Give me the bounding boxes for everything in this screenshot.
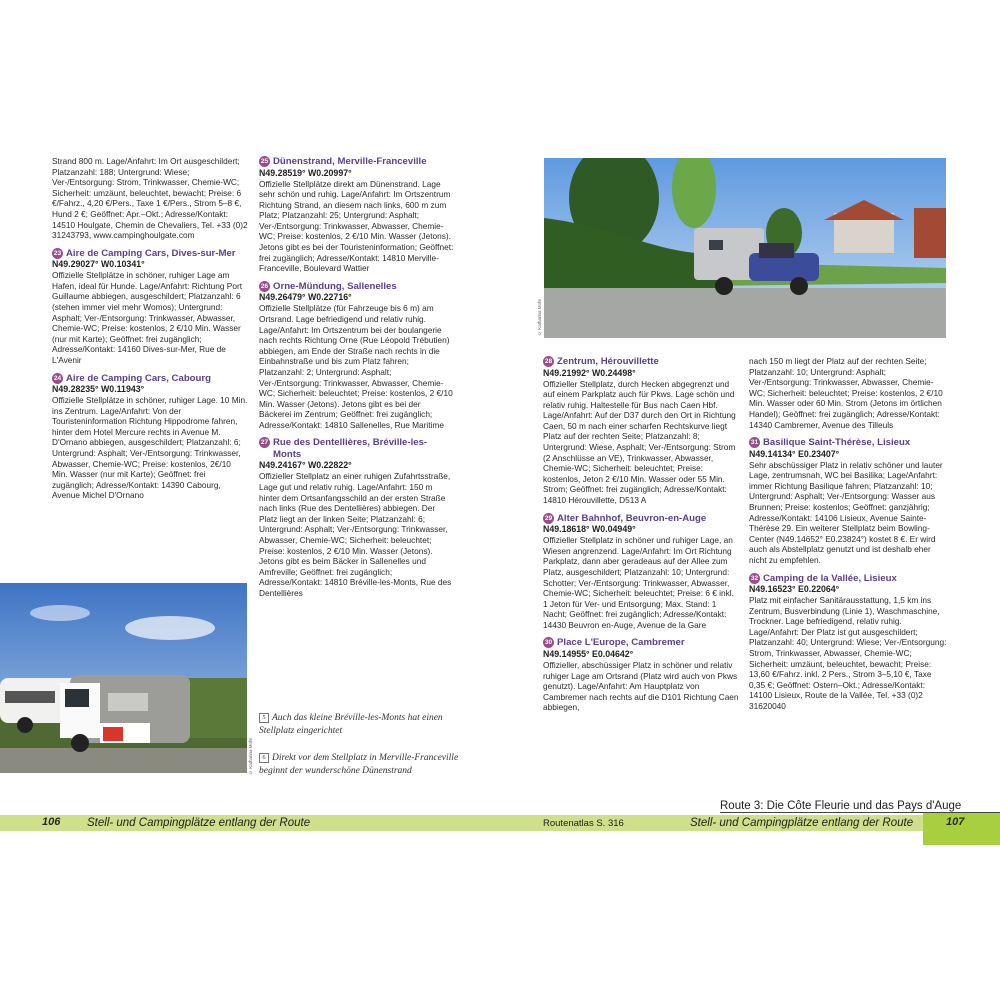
entry-title: Dünenstrand, Merville-Franceville [273,156,427,167]
page-number-right: 107 [946,816,965,828]
entry-title: Zentrum, Hérouvillette [557,356,659,367]
entry-heading [749,437,949,449]
entry-heading [259,156,455,168]
right-column-1 [543,356,740,720]
entry-number-badge: 26 [260,282,269,290]
entry-heading [749,573,949,585]
entry-description: Offizielle Stellplätze in schöner, ruhiger Lage am Hafen, ideal für Hunde. Lage/Anfahrt: Richtung Port Guillaume abbiegen, ausgeschildert; Platzanzahl: 6 (stehen immer viel mehr Womos); Untergrund: Asphalt; Ver-/Entsorgung: Trinkwasser, Abwasser, Chemie-WC; Preise: kostenlos, 2 €/10 Min. Wasser (nur mit Karte); Geöffnet: frei zugänglich; Adresse/Kontakt: 14160 Dives-sur-Mer, Rue de L'Avenir [52,270,243,365]
listing-entry [749,573,949,712]
entry-description: Offizieller Stellplatz in schöner und ruhiger Lage, an Wiesen angrenzend. Lage/Anfahrt: Im Ort Richtung Parkplatz, dann aber geradeaus auf der Allee zum Platz, ausgeschildert; Platzanzahl: 10; Untergrund: Schotter; Ver-/Entsorgung: Trinkwasser, Abwasser, Chemie-WC; Sicherheit: beleuchtet; Preise: 6 € inkl. 1 Jeton für Ver- und Entsorgung; Max. Stand: 1 Nacht; Geöffnet: frei zugänglich; Adresse/Kontakt: 14430 Beuvron en-Auge, Avenue de la Gare [543,535,734,630]
entries-list [259,156,455,599]
entry-title: Place L'Europe, Cambremer [557,637,685,649]
entry-description: Offizielle Stellplätze (für Fahrzeuge bis 6 m) am Ortsrand. Lage befriedigend und relativ ruhig. Lage/Anfahrt: Im Ortszentrum bei der boulangerie nach rechts Richtung Orne (Rue Léopold Trébutien) abbiegen, am Ende der Straße nach rechts in die Einbahnstraße und bis zum Platz fahren; Platzanzahl: 2; Untergrund: Asphalt; Ver-/Entsorgung: Trinkwasser, Abwasser, Chemie-WC; Sicherheit: beleuchtet; Preise: kostenlos, 2 €/10 Min. Wasser (Jetons). Jetons gibt es bei der Bäckerei im Zentrum; Geöffnet: frei zugänglich; Adresse/Kontakt: 14810 Sallenelles, Rue Maritime [259,303,453,430]
caption-5: 5 Auch das kleine Bréville-les-Monts hat einen Stellplatz eingerichtet [259,713,443,736]
entry-number-badge: 23 [53,249,62,257]
entry-heading [543,637,740,649]
left-column-2 [259,156,455,606]
entry-number-badge: 29 [544,514,553,522]
footer-title-left: Stell- und Campingplätze entlang der Route [87,817,311,829]
entries-list [52,248,248,501]
entry-title: Alter Bahnhof, Beuvron-en-Auge [557,512,707,524]
entry-description: Offizieller Stellplatz, durch Hecken abgegrenzt und auf einem Parkplatz auch für Pkws. Lage schön und relativ ruhig. Haltestelle für Bus nach Caen Hbf. Lage/Anfahrt: Auf der D37 durch den Ort in Richtung Caen, 50 m nach einer scharfen Rechtskurve liegt Platz auf der rechten Seite; Platzanzahl: 8; Untergrund: Wiese, Asphalt; Ver-/Entsorgung: Strom (2 Anschlüsse an VE), Trinkwasser, Abwasser, Chemie-WC; Sicherheit: beleuchtet; Preise: kostenlos, Jeton 2 €/10 Min. Wasser oder 55 Min. Strom; Geöffnet: frei zugänglich; Adresse/Kontakt: 14810 Hérouvillette, D513 A [543,378,736,506]
entry-heading [543,513,740,525]
entries-list [749,437,949,711]
entry-number-badge: 25 [260,158,269,165]
entry-title: Orne-Mündung, Sallenelles [273,280,397,292]
entry-title: Camping de la Vallée, Lisieux [763,572,897,584]
entry-coordinates: N49.28235° W0.11943° [52,384,145,395]
entry-number-badge: 27 [260,439,269,447]
entry-heading [259,437,455,460]
entry-heading [543,356,740,368]
intro-text: nach 150 m liegt der Platz auf der rechten Seite; Platzanzahl: 10; Untergrund: Asphalt; Ver-/Entsorgung: Trinkwasser, Abwasser, Chemie-WC; Sicherheit: beleuchtet; Preise: kostenlos, 2 €/10 Min. Wasser oder 60 Min. Strom (Jetons im örtlichen Handel); Geöffnet: frei zugänglich; Adresse/Kontakt: 14340 Cambremer, Avenue des Tilleuls [749,356,943,430]
photo-camper-breville [0,583,247,773]
listing-entry [52,373,248,501]
entry-description: Sehr abschüssiger Platz in relativ schöner und lauter Lage, zentrumsnah, WC bei Basilika; Lage/Anfahrt: immer Richtung Basilique fahren; Platzanzahl: 10; Untergrund: Asphalt; Ver-/Entsorgung: Wasser aus Brunnen; Preise: kostenlos; Geöffnet: ganzjährig; Adresse/Kontakt: 14106 Lisieux, Avenue Sainte-Thérèse 29. Ein weiterer Stellplatz beim Bowling-Center (N49.14652° E0.23824°) kostet 8 €. Er wird auch als Abstellplatz genutzt und ist deshalb eher nicht zu empfehlen. [749,459,943,565]
entry-description: Offizielle Stellplätze direkt am Dünenstrand. Lage sehr schön und ruhig. Lage/Anfahrt: Im Ortszentrum Richtung Strand, an diesem nach links, 600 m zum Platz; Platzanzahl: 25; Untergrund: Asphalt; Ver-/Entsorgung: Trinkwasser, Abwasser, Chemie-WC; Preise: kostenlos, 2 €/10 Min. Wasser (Jetons). Jetons gibt es bei der Touristeninformation; Geöffnet: frei zugänglich; Adresse/Kontakt: 14810 Merville-Franceville, Boulevard Wattier [259,178,454,274]
photo-credit: © Katharina Mohr [537,298,542,336]
entry-number-badge: 31 [750,439,759,447]
photo-credit: © Katharina Mohr [248,737,253,775]
entry-coordinates: N49.28519° W0.20997° [259,167,352,178]
entry-coordinates: N49.18618° W0.04949° [543,524,636,535]
right-column-2 [749,356,949,719]
footer-title-right: Stell- und Campingplätze entlang der Route [690,817,914,829]
route-title: Route 3: Die Côte Fleurie und das Pays d'Auge [720,800,962,812]
entry-heading [52,373,248,385]
entry-number-badge: 24 [53,374,62,382]
entry-coordinates: N49.14955° E0.04642° [543,648,634,659]
listing-entry [52,248,248,366]
entry-heading [52,248,248,260]
entry-heading [259,281,455,293]
left-column-1 [52,156,248,508]
routeatlas-ref: Routenatlas S. 316 [543,818,624,829]
entry-description: Offizieller, abschüssiger Platz in schöner und relativ ruhiger Lage am Ortsrand (Platz wird auch von Pkws genutzt). Lage/Anfahrt: Am Hauptplatz von Cambremer nach rechts auf die D101 Richtung Caen abbiegen, [543,659,739,713]
listing-entry [543,513,740,631]
entry-coordinates: N49.16523° E0.22064° [749,584,840,595]
entry-number-badge: 32 [750,574,759,582]
entry-number-badge: 30 [544,639,553,647]
caption-6: 6 Direkt vor dem Stellplatz in Merville-Franceville beginnt der wunderschöne Dünenstrand [259,753,459,776]
entries-list [543,356,740,713]
photo-camper-truck [544,158,946,338]
listing-entry [543,356,740,506]
listing-entry [259,281,455,431]
entry-description: Platz mit einfacher Sanitärausstattung, 1,5 km ins Zentrum, Busverbindung (Linie 1), Waschmaschine, Trockner. Lage befriedigend, relativ ruhig. Lage/Anfahrt: Der Platz ist gut ausgeschildert; Platzanzahl: 40; Untergrund: Wiese; Ver-/Entsorgung: Strom, Trinkwasser, Abwasser, Chemie-WC; Sicherheit: umzäunt, beleuchtet, bewacht; Preise: 13,60 €/Fahrz. inkl. 2 Pers., Strom 3–5,10 €, Taxe 0,35 €; Geöffnet: Ostern–Okt.; Adresse/Kontakt: 14100 Lisieux, Route de la Vallée, Tel. +33 (0)2 31620040 [749,595,947,712]
entry-description: Offizielle Stellplätze in schöner, ruhiger Lage. 10 Min. ins Zentrum. Lage/Anfahrt: Von der Touristeninformation Richtung Hippodrome fahren, hinter dem Hotel Mercure rechts in Avenue M. D'Ornano abbiegen, ausgeschildert; Platzanzahl: 6; Untergrund: Asphalt; Ver-/Entsorgung: Trinkwasser, Abwasser, Chemie-WC; Preise: kostenlos, 2€/10 Min. Wasser (nur mit Karte); Geöffnet: frei zugänglich; Adresse/Kontakt: 14390 Cabourg, Avenue Michel D'Ornano [52,395,248,501]
listing-entry [259,437,455,598]
listing-entry [749,437,949,565]
entry-coordinates: N49.24167° W0.22822° [259,460,352,471]
entry-coordinates: N49.21992° W0.24498° [543,367,636,378]
entry-title: Rue des Dentellières, Bréville-les-Monts [273,437,428,460]
entry-coordinates: N49.14134° E0.23407° [749,448,840,459]
entry-title: Aire de Camping Cars, Cabourg [66,372,211,384]
entry-number-badge: 28 [544,358,553,365]
entry-description: Offizieller Stellplatz an einer ruhigen Zufahrtsstraße, Lage gut und relativ ruhig. Lage/Anfahrt: 150 m hinter dem Ortsanfangsschild an der ersten Straße nach links (Rue des Dentellières) abbiegen. Der Platz liegt an der linken Seite; Platzanzahl: 6; Untergrund: Asphalt; Ver-/Entsorgung: Trinkwasser, Abwasser, Chemie-WC; Sicherheit: beleuchtet; Preise: kostenlos, 2 €/10 Min. Wasser (Jetons). Jetons gibt es beim Bäcker in Sallenelles und Amfreville; Geöffnet: frei zugänglich; Adresse/Kontakt: 14810 Bréville-les-Monts, Rue des Dentellières [259,471,452,598]
entry-title: Basilique Saint-Thérèse, Lisieux [763,437,911,449]
entry-coordinates: N49.29027° W0.10341° [52,259,145,270]
entry-coordinates: N49.26479° W0.22716° [259,292,352,303]
page-number-left: 106 [42,816,61,828]
listing-entry [259,156,455,274]
intro-text: Strand 800 m. Lage/Anfahrt: Im Ort ausgeschildert; Platzanzahl: 188; Untergrund: Wiese; Ver-/Entsorgung: Strom, Trinkwasser, Chemie-WC; Sicherheit: umzäunt, beleuchtet, bewacht; Preise: 6 €/Fahrz., 4,20 €/Pers., Taxe 1 €/Pers., Strom 5–8 €, Hund 2 €; Geöffnet: Apr.–Okt.; Adresse/Kontakt: 14510 Houlgate, Chemin de Chevaliers, Tel. +33 (0)2 31243793, www.campinghoulgate.com [52,156,248,241]
listing-entry [543,637,740,712]
entry-title: Aire de Camping Cars, Dives-sur-Mer [66,247,236,259]
